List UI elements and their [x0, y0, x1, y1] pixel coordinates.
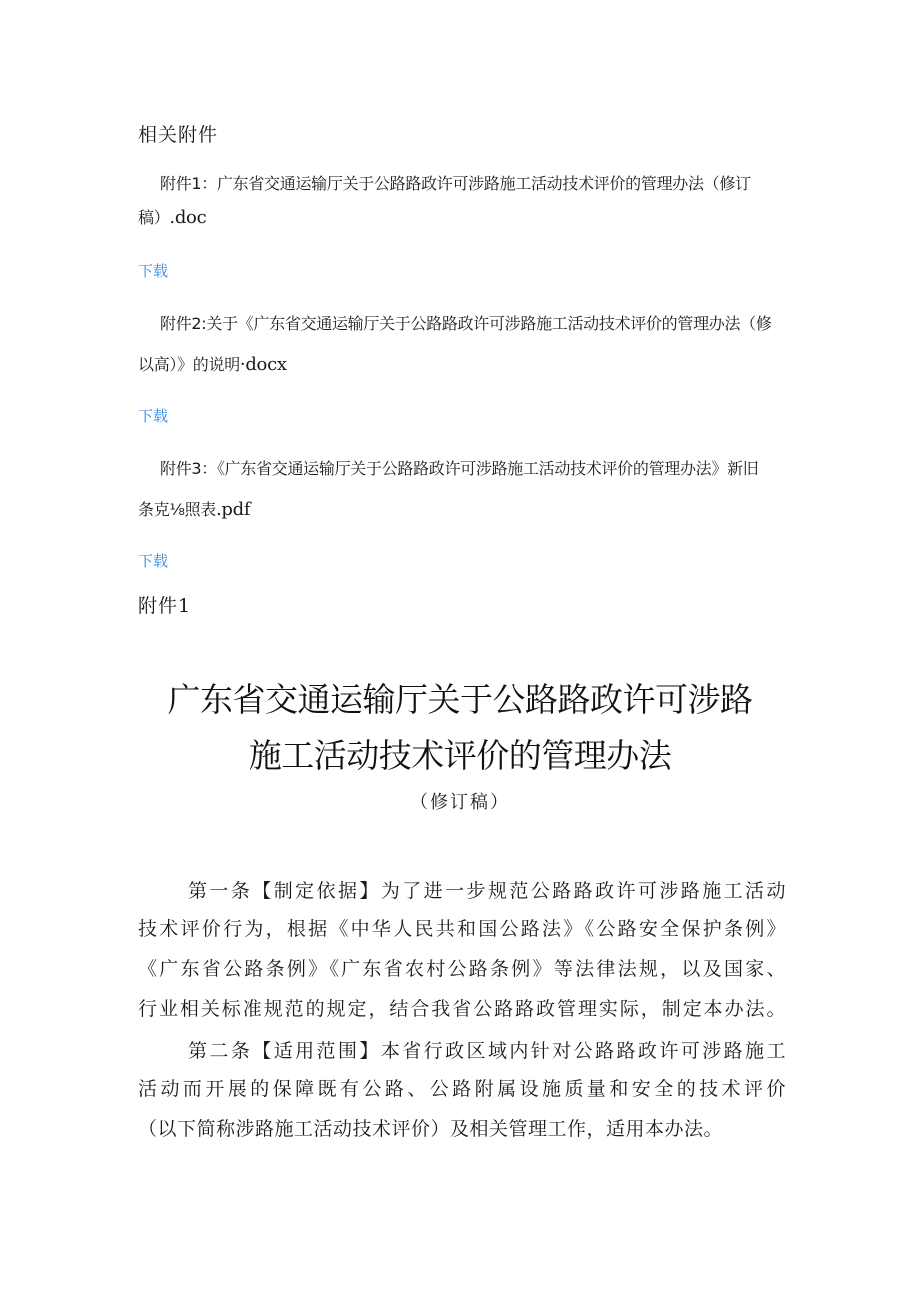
attachment-2-download-link[interactable]: 下载 — [138, 407, 169, 425]
article-1-line: 第一条【制定依据】为了进一步规范公路路政许可涉路施工活动 — [188, 880, 786, 902]
article-2-line: 活动而开展的保障既有公路、公路附属设施质量和安全的技术评价 — [138, 1078, 786, 1100]
document-title-line2: 施工活动技术评价的管理办法 — [248, 736, 672, 775]
article-2-line: 第二条【适用范围】本省行政区域内针对公路路政许可涉路施工 — [188, 1040, 786, 1062]
attachment-3-title-line2 — [138, 497, 250, 520]
document-label: 附件1 — [138, 595, 192, 617]
attachment-3-download-link[interactable]: 下载 — [138, 552, 169, 570]
attachment-1-title-tail: 稿） — [138, 208, 170, 227]
article-1-line: 《广东省公路条例》《广东省农村公路条例》等法律法规，以及国家、 — [138, 958, 786, 980]
article-1-line: 行业相关标准规范的规定，结合我省公路路政管理实际，制定本办法。 — [138, 998, 786, 1020]
article-2-line: （以下简称涉路施工活动技术评价）及相关管理工作，适用本办法。 — [138, 1118, 724, 1140]
attachment-1-title-line2 — [138, 205, 206, 228]
attachment-2-file-extension: ·docx — [239, 354, 287, 375]
attachment-3-title-line1: 附件3：《广东省交通运输厅关于公路路政许可涉路施工活动技术评价的管理办法》新旧 — [160, 459, 759, 478]
attachment-3-title-tail: 条克⅛照表 — [138, 500, 217, 519]
attachments-heading: 相关附件 — [138, 124, 219, 146]
article-1-line: 技术评价行为，根据《中华人民共和国公路法》《公路安全保护条例》 — [138, 918, 786, 940]
attachment-2-title-line1: 附件2:关于《广东省交通运输厅关于公路路政许可涉路施工活动技术评价的管理办法（修 — [160, 314, 772, 333]
attachment-1-download-link[interactable]: 下载 — [138, 262, 169, 280]
attachment-1-title-line1: 附件1：广东省交通运输厅关于公路路政许可涉路施工活动技术评价的管理办法（修订 — [160, 174, 751, 193]
attachment-3-file-extension: .pdf — [216, 499, 251, 520]
document-title-line1: 广东省交通运输厅关于公路路政许可涉路 — [167, 680, 753, 719]
document-subtitle: （修订稿） — [410, 792, 510, 813]
attachment-1-file-extension: .doc — [169, 207, 207, 228]
attachment-2-title-tail: 以高）》的说明 — [138, 355, 240, 374]
attachment-2-title-line2 — [138, 352, 287, 375]
